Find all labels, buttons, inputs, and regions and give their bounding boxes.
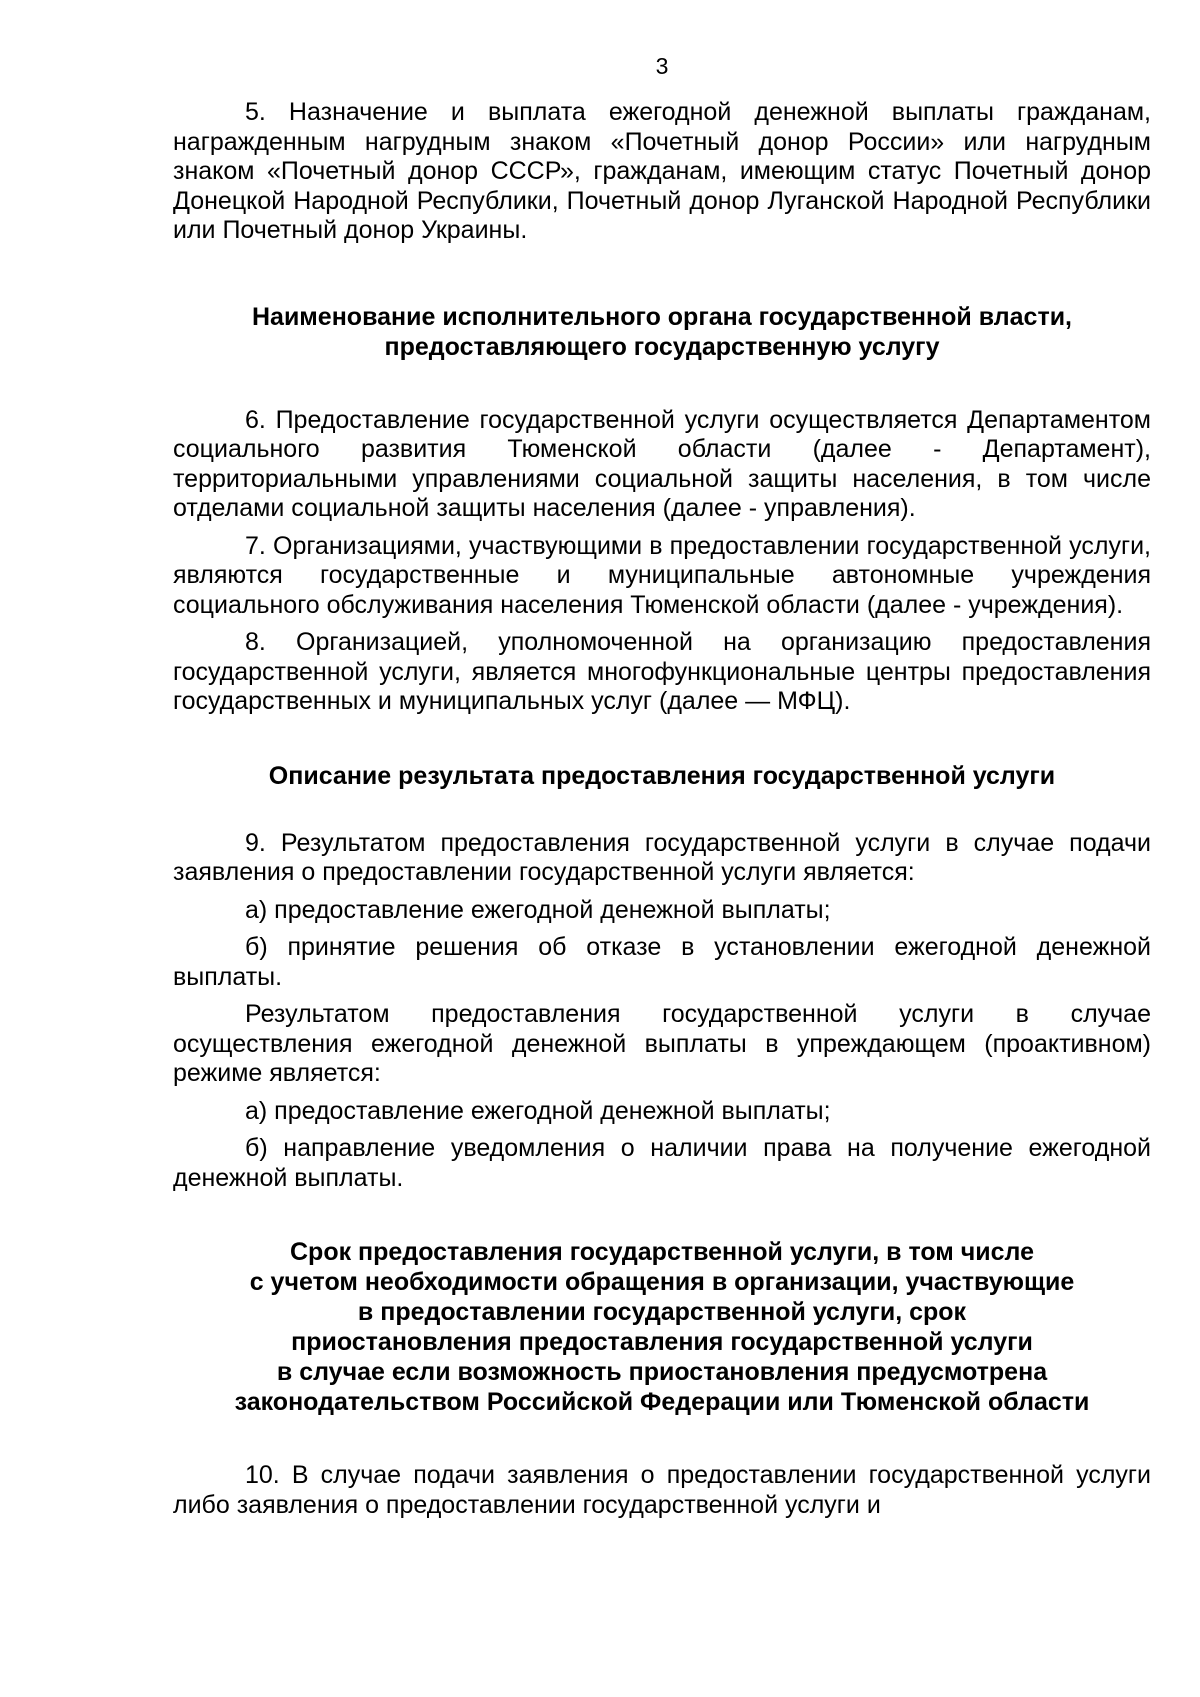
paragraph-10: 10. В случае подачи заявления о предоставлении государственной услуги либо заявления о предоставлении государственной услуги и (173, 1461, 1151, 1519)
paragraph-9-proactive-b: б) направление уведомления о наличии права на получение ежегодной денежной выплаты. (173, 1134, 1151, 1192)
paragraph-5: 5. Назначение и выплата ежегодной денежной выплаты гражданам, награжденным нагрудным знаком «Почетный донор России» или нагрудным знаком «Почетный донор СССР», гражданам, имеющим статус Почетный донор Донецкой Народной Республики, Почетный донор Луганской Народной Республики или Почетный донор Украины. (173, 98, 1151, 244)
paragraph-9-a: а) предоставление ежегодной денежной выплаты; (245, 895, 831, 924)
heading-service-term-line: в предоставлении государственной услуги, срок (357, 1298, 967, 1326)
paragraph-9: 9. Результатом предоставления государственной услуги в случае подачи заявления о предоставлении государственной услуги является: (173, 828, 1151, 886)
paragraph-9-b: б) принятие решения об отказе в установлении ежегодной денежной выплаты. (173, 933, 1151, 991)
heading-service-term-line: законодательством Российской Федерации или Тюменской области (234, 1388, 1090, 1416)
heading-executive-organ: Наименование исполнительного органа государственной власти, предоставляющего государственную услугу (251, 302, 1073, 361)
heading-service-term-line: приостановления предоставления государственной услуги (291, 1328, 1033, 1356)
paragraph-6: 6. Предоставление государственной услуги осуществляется Департаментом социального развития Тюменской области (далее - Департамент), территориальными управлениями социальной защиты населения, в том числе отделами социальной защиты населения (далее - управления). (173, 405, 1151, 522)
page-number: 3 (655, 53, 669, 79)
paragraph-7: 7. Организациями, участвующими в предоставлении государственной услуги, являются государственные и муниципальные автономные учреждения социального обслуживания населения Тюменской области (далее - учреждения). (173, 531, 1151, 619)
heading-service-term-line: в случае если возможность приостановления предусмотрена (276, 1358, 1048, 1386)
paragraph-9-result-proactive: Результатом предоставления государственной услуги в случае осуществления ежегодной денежной выплаты в упреждающем (проактивном) режиме является: (173, 1000, 1151, 1087)
heading-service-term-line: Срок предоставления государственной услуги, в том числе (290, 1238, 1034, 1266)
paragraph-9-proactive-a: а) предоставление ежегодной денежной выплаты; (245, 1096, 831, 1125)
heading-service-term (173, 1237, 1151, 1417)
paragraph-8: 8. Организацией, уполномоченной на организацию предоставления государственной услуги, является многофункциональные центры предоставления государственных и муниципальных услуг (далее — МФЦ). (173, 628, 1151, 715)
document-page (173, 52, 1151, 1520)
heading-result-description: Описание результата предоставления государственной услуги (268, 761, 1056, 790)
heading-service-term-line: с учетом необходимости обращения в организации, участвующие (249, 1268, 1075, 1296)
